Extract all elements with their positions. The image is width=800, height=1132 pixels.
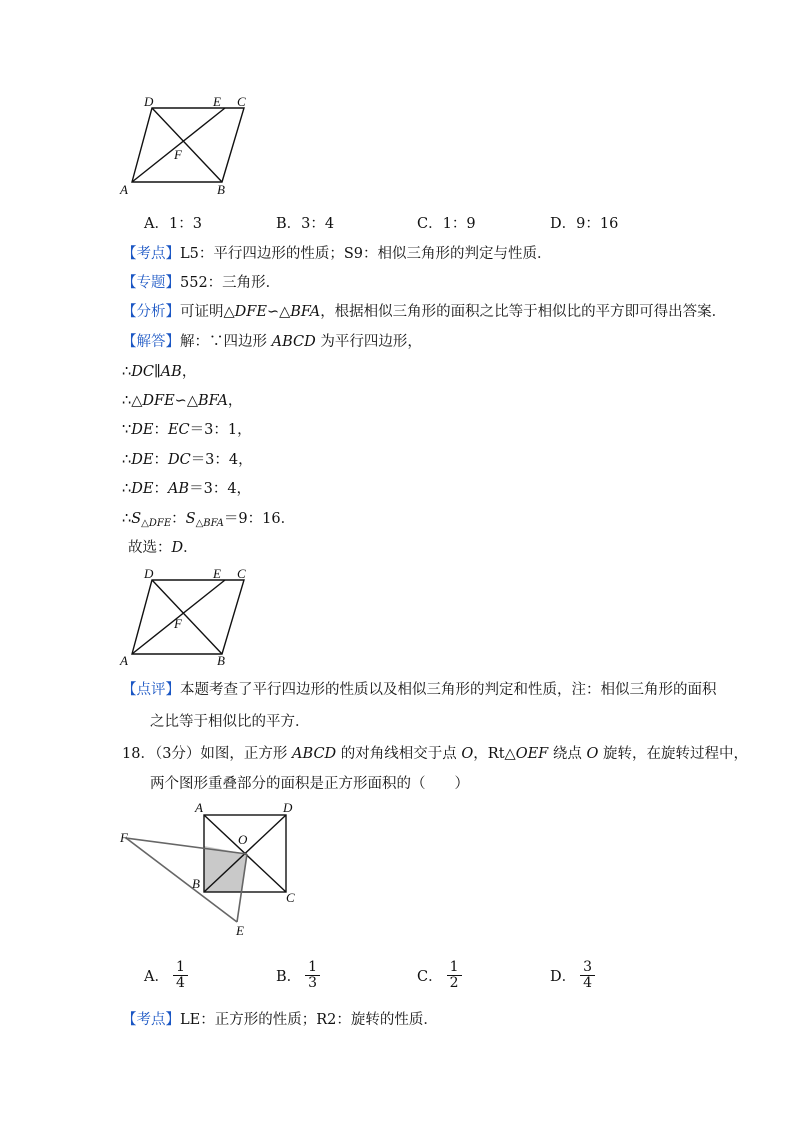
label-F: F: [120, 830, 128, 845]
q18-option-b: B． $\frac{1}{3}$: [276, 960, 320, 991]
label-E: E: [236, 923, 244, 938]
label-A: A: [195, 800, 203, 815]
label-E: E: [213, 566, 221, 581]
q18-kaodian: 【考点】LE：正方形的性质；R2：旋转的性质．: [122, 1012, 438, 1028]
label-A: A: [120, 182, 128, 197]
label-C: C: [286, 890, 295, 905]
q17-option-b: B．3：4: [276, 216, 335, 232]
q17-kaodian: 【考点】L5：平行四边形的性质；S9：相似三角形的判定与性质．: [122, 246, 552, 262]
parallelogram-figure-solution: [112, 562, 272, 672]
parallelogram-figure-top: [112, 90, 262, 200]
step-1: ∴DC∥AB，: [122, 364, 197, 380]
label-D: D: [283, 800, 293, 815]
q17-dianping-line1: 【点评】本题考查了平行四边形的性质以及相似三角形的判定和性质，注：相似三角形的面积: [122, 682, 717, 698]
step-6: $\therefore S_{\triangle DFE}$：$S_{\triangle BFA}=9$：16．: [122, 511, 296, 529]
q18-stem-line2: 两个图形重叠部分的面积是正方形面积的（ ）: [150, 776, 469, 792]
q17-zhuanti: 【专题】552：三角形．: [122, 275, 281, 291]
q17-answer: 故选：D．: [128, 540, 198, 556]
label-B: B: [192, 876, 200, 891]
label-E: E: [213, 94, 221, 109]
label-D: D: [144, 566, 154, 581]
q17-jieda: 【解答】解：∵四边形 ABCD 为平行四边形，: [122, 334, 422, 350]
label-A: A: [120, 653, 128, 668]
step-2: ∴△DFE∽△BFA，: [122, 393, 243, 409]
step-5: ∴DE：AB＝3：4，: [122, 481, 252, 497]
label-B: B: [217, 653, 225, 668]
step-3: ∵DE：EC＝3：1，: [122, 422, 252, 438]
label-F: F: [174, 147, 182, 162]
label-C: C: [237, 94, 246, 109]
q17-option-d: D．9：16: [550, 216, 619, 232]
label-C: C: [237, 566, 246, 581]
label-D: D: [144, 94, 154, 109]
q17-fenxi: 【分析】可证明△DFE∽△BFA，根据相似三角形的面积之比等于相似比的平方即可得出答案．: [122, 304, 727, 320]
label-F: F: [174, 616, 182, 631]
q17-option-c: C．1：9: [417, 216, 476, 232]
square-triangle-figure: [112, 800, 312, 950]
q17-dianping-line2: 之比等于相似比的平方．: [150, 714, 310, 730]
q17-option-a: A．1：3: [144, 216, 202, 232]
label-B: B: [217, 182, 225, 197]
q18-stem-line1: 18．（3分）如图，正方形 ABCD 的对角线相交于点 O，Rt△OEF 绕点 O 旋转，在旋转过程中，: [122, 746, 748, 762]
label-O: O: [238, 832, 248, 847]
step-4: ∴DE：DC＝3：4，: [122, 452, 253, 468]
q18-option-c: C． $\frac{1}{2}$: [417, 960, 462, 991]
q18-option-d: D． $\frac{3}{4}$: [550, 960, 595, 991]
q18-option-a: A． $\frac{1}{4}$: [144, 960, 188, 991]
